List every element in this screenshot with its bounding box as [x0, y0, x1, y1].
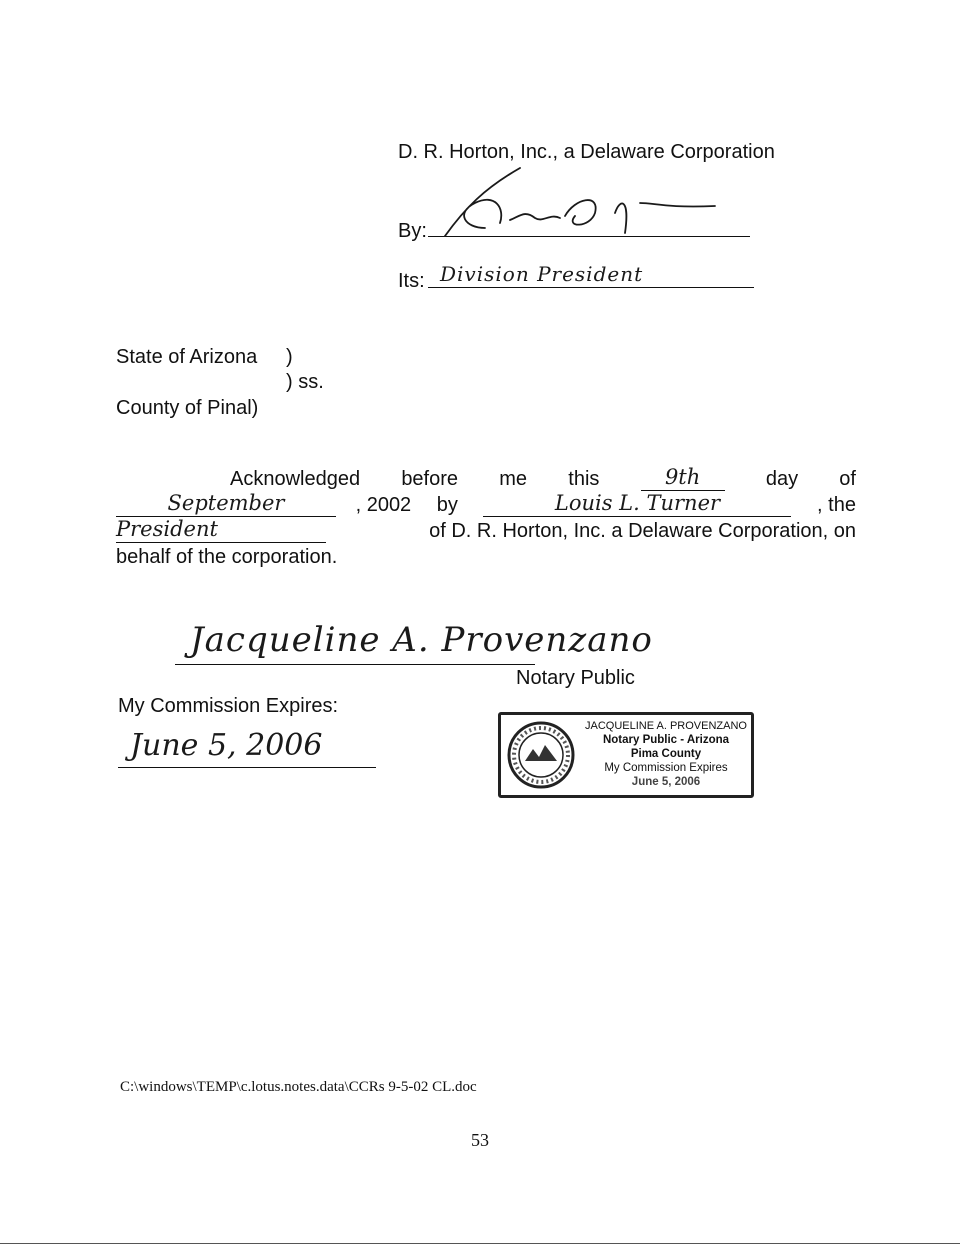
page-number: 53 — [471, 1130, 489, 1150]
page-bottom-edge — [0, 1243, 960, 1244]
ack-line-3 — [116, 517, 856, 543]
by-word: by — [436, 494, 458, 516]
company-name: D. R. Horton, Inc., a Delaware Corporation — [398, 141, 775, 163]
year-text: , 2002 — [355, 494, 412, 516]
state-label: State of Arizona — [116, 346, 258, 368]
month-field — [116, 491, 336, 517]
its-label: Its: — [398, 270, 425, 292]
stamp-text — [581, 719, 751, 789]
commission-expiry-line — [118, 767, 376, 768]
day-field — [641, 465, 725, 491]
ack-word: of — [839, 468, 856, 490]
venue-ss: ) ss. — [286, 371, 324, 393]
stamp-title: Notary Public - Arizona — [602, 734, 730, 746]
stamp-county: Pima County — [630, 748, 702, 760]
ack-word: day — [765, 468, 799, 490]
ack-line-2 — [116, 491, 856, 517]
county-label: County of Pinal) — [116, 397, 259, 419]
month-handwritten: September — [167, 491, 285, 515]
ack-line-1 — [230, 465, 856, 491]
commission-expiry-handwritten: June 5, 2006 — [130, 728, 323, 763]
venue-paren: ) — [286, 346, 293, 368]
title-handwritten: President — [116, 517, 218, 541]
state-seal-icon — [507, 721, 575, 789]
name-handwritten: Louis L. Turner — [554, 491, 721, 515]
ack-line-4: behalf of the corporation. — [116, 546, 338, 568]
ack-line-3-text: of D. R. Horton, Inc. a Delaware Corporation, on — [429, 520, 856, 542]
ack-word: this — [568, 468, 600, 490]
ack-word: Acknowledged — [230, 468, 361, 490]
notary-public-label: Notary Public — [516, 667, 635, 689]
day-handwritten: 9th — [664, 465, 701, 489]
stamp-name: JACQUELINE A. PROVENZANO — [585, 720, 747, 732]
commission-label: My Commission Expires: — [118, 695, 339, 717]
title-field — [116, 517, 326, 543]
notary-signature: Jacqueline A. Provenzano — [190, 620, 653, 660]
the-word: , the — [817, 494, 856, 516]
stamp-commission: My Commission Expires — [604, 762, 728, 774]
its-title-line — [428, 287, 754, 288]
notary-stamp — [498, 712, 754, 798]
its-handwritten-title: Division President — [440, 262, 644, 286]
by-label: By: — [398, 220, 427, 242]
document-path: C:\windows\TEMP\c.lotus.notes.data\CCRs 9-5-02 CL.doc — [120, 1079, 477, 1095]
ack-word: before — [401, 468, 459, 490]
ack-word: me — [499, 468, 528, 490]
notary-signature-line — [175, 664, 535, 665]
name-field — [483, 491, 791, 517]
stamp-expiry: June 5, 2006 — [631, 776, 701, 788]
president-signature — [425, 158, 725, 248]
